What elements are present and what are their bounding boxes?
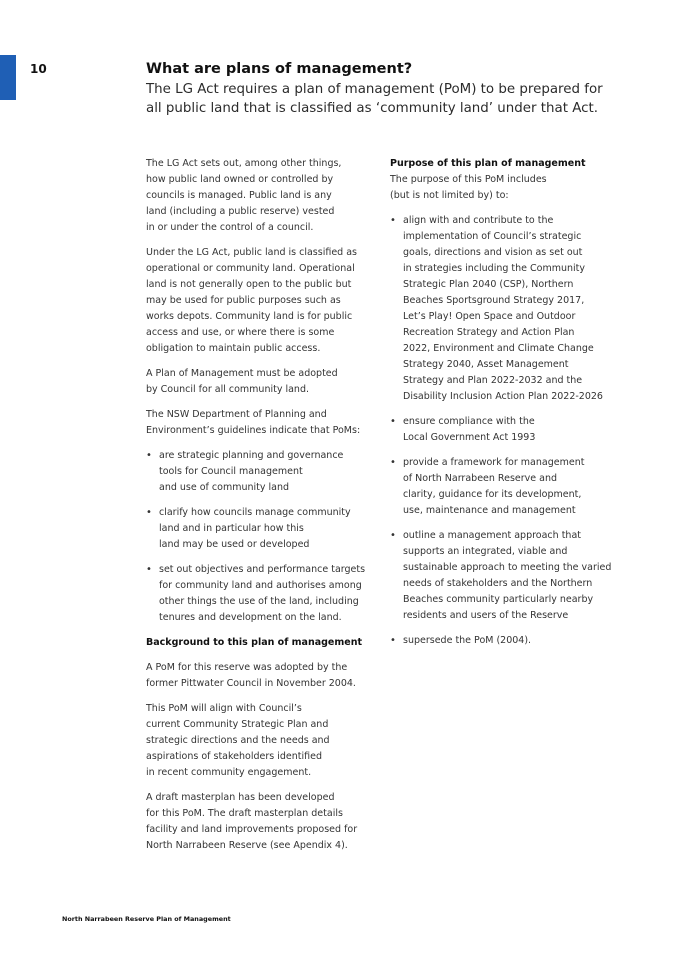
left-column (146, 156, 374, 863)
section-heading (146, 59, 606, 118)
page-tab-marker (0, 55, 16, 100)
list-item-text: clarify how councils manage community land and in particular how this land may be used or developed (159, 507, 351, 550)
background-heading: Background to this plan of management (146, 637, 363, 648)
list-item (390, 528, 618, 624)
paragraph: This PoM will align with Council’s current Community Strategic Plan and strategic directions and the needs and aspirations of stakeholders identified in recent community engagement. (146, 703, 330, 778)
list-item-text: provide a framework for management of North Narrabeen Reserve and clarity, guidance for its development, use, maintenance and management (403, 457, 585, 516)
list-item-text: are strategic planning and governance tools for Council management and use of community land (159, 450, 344, 493)
document-footer: North Narrabeen Reserve Plan of Management (62, 915, 231, 923)
paragraph: A draft masterplan has been developed for this PoM. The draft masterplan details facility and land improvements proposed for North Narrabeen Reserve (see Apendix 4). (146, 792, 358, 851)
pom-characteristics-list (146, 448, 374, 626)
paragraph: A PoM for this reserve was adopted by the former Pittwater Council in November 2004. (146, 662, 356, 689)
list-item (146, 448, 374, 496)
bullet-icon: • (146, 507, 152, 518)
bullet-icon: • (390, 457, 396, 468)
list-item-text: outline a management approach that supports an integrated, viable and sustainable approach to meeting the varied needs of stakeholders and the Northern Beaches community particularly nearby residents and users of the Reserve (403, 530, 612, 621)
right-column (390, 156, 618, 658)
bullet-icon: • (390, 635, 396, 646)
list-item (390, 414, 618, 446)
paragraph: The LG Act sets out, among other things, how public land owned or controlled by councils is managed. Public land is any land (including a public reserve) vested in or under the control of a council. (146, 158, 342, 233)
list-item-text: set out objectives and performance targets for community land and authorises among other things the use of the land, including tenures and development on the land. (159, 564, 366, 623)
bullet-icon: • (146, 450, 152, 461)
paragraph: A Plan of Management must be adopted by Council for all community land. (146, 368, 338, 395)
paragraph: Under the LG Act, public land is classified as operational or community land. Operational land is not generally open to the public but may be used for public purposes such as works depots. Community land is for public access and use, or where there is some obligation to maintain public access. (146, 247, 357, 354)
bullet-icon: • (146, 564, 152, 575)
page-number: 10 (30, 62, 47, 76)
paragraph: The NSW Department of Planning and Environment’s guidelines indicate that PoMs: (146, 409, 361, 436)
list-item-text: align with and contribute to the implementation of Council’s strategic goals, directions and vision as set out in strategies including the Community Strategic Plan 2040 (CSP), Northern Beaches Sportsground Strategy 2017, Let’s Play! Open Space and Outdoor Recreation Strategy and Action Plan 2022, Environment and Climate Change Strategy 2040, Asset Management Strategy and Plan 2022-2032 and the Disability Inclusion Action Plan 2022-2026 (403, 215, 603, 402)
list-item (146, 505, 374, 553)
list-item-text: ensure compliance with the Local Government Act 1993 (403, 416, 536, 443)
list-item (390, 633, 618, 649)
list-item-text: supersede the PoM (2004). (403, 635, 532, 646)
bullet-icon: • (390, 530, 396, 541)
section-subtitle: The LG Act requires a plan of management (PoM) to be prepared for all public land that is classified as ‘community land’ under that Act. (146, 82, 603, 116)
purpose-heading: Purpose of this plan of management (390, 158, 586, 169)
bullet-icon: • (390, 416, 396, 427)
list-item (390, 213, 618, 405)
section-title: What are plans of management? (146, 61, 413, 77)
paragraph: The purpose of this PoM includes (but is not limited by) to: (390, 174, 547, 201)
list-item (390, 455, 618, 519)
list-item (146, 562, 374, 626)
purpose-list (390, 213, 618, 649)
bullet-icon: • (390, 215, 396, 226)
